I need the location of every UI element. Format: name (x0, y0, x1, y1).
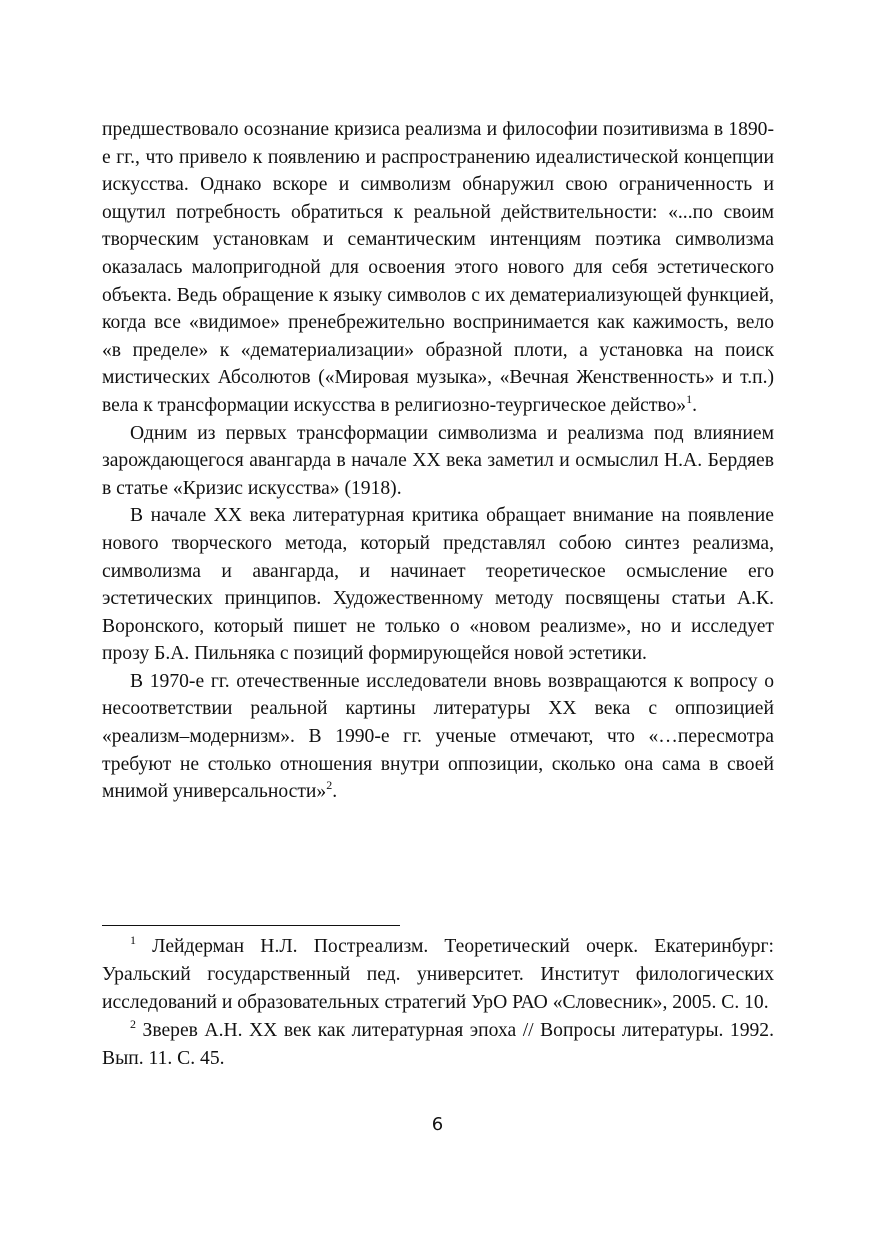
body-text (102, 116, 774, 806)
paragraph-4-text: В 1970-е гг. отечественные исследователи вновь возвращаются к вопросу о несоответствии реальной картины литературы XX века с оппозицией «реализм–модернизм». В 1990-е гг. ученые отмечают, что «…пересмотра требуют не столько отношения внутри оппозиции, сколько она сама в своей мнимой универсальности» (102, 670, 774, 803)
page-number: 6 (431, 1114, 444, 1135)
footnote-1 (102, 933, 774, 1017)
footnote-2 (102, 1017, 774, 1073)
footnote-2-number: 2 (130, 1017, 136, 1031)
footnote-ref-2[interactable]: 2 (326, 778, 333, 793)
footnote-1-text: Лейдерман Н.Л. Постреализм. Теоретический очерк. Екатеринбург: Уральский государственный пед. университет. Институт филологических исследований и образовательных стратегий УрО РАО «Словесник», 2005. С. 10. (102, 936, 774, 1013)
paragraph-1-text: предшествовало осознание кризиса реализма и философии позитивизма в 1890-е гг., что привело к появлению и распространению идеалистической концепции искусства. Однако вскоре и символизм обнаружил свою ограниченность и ощутил потребность обратиться к реальной действительности: «...по своим творческим установкам и семантическим интенциям поэтика символизма оказалась малопригодной для освоения этого нового для себя эстетического объекта. Ведь обращение к языку символов с их дематериализующей функцией, когда все «видимое» пренебрежительно воспринимается как кажимость, вело «в пределе» к «дематериализации» образной плоти, а установка на поиск мистических Абсолютов («Мировая музыка», «Вечная Женственность» и т.п.) вела к трансформации искусства в религиозно-теургическое действо» (102, 119, 774, 416)
paragraph-4-tail: . (332, 781, 338, 803)
footnote-2-text: Зверев А.Н. XX век как литературная эпоха // Вопросы литературы. 1992. Вып. 11. С. 45. (102, 1020, 774, 1069)
footnote-separator (102, 925, 400, 926)
paragraph-4 (102, 668, 774, 806)
footnote-1-number: 1 (130, 933, 136, 947)
paragraph-3-text: В начале XX века литературная критика обращает внимание на появление нового творческого метода, который представлял собою синтез реализма, символизма и авангарда, и начинает теоретическое осмысление его эстетических принципов. Художественному методу посвящены статьи А.К. Воронского, который пишет не только о «новом реализме», но и исследует прозу Б.А. Пильняка с позиций формирующейся новой эстетики. (102, 505, 774, 665)
paragraph-2 (102, 420, 774, 503)
footnotes (102, 933, 774, 1073)
paragraph-1-tail: . (692, 394, 697, 416)
paragraph-2-text: Одним из первых трансформации символизма и реализма под влиянием зарождающегося авангарда в начале XX века заметил и осмыслил Н.А. Бердяев в статье «Кризис искусства» (1918). (102, 422, 774, 499)
paragraph-3 (102, 502, 774, 668)
paragraph-1 (102, 116, 774, 420)
footnote-ref-1[interactable]: 1 (686, 391, 693, 406)
